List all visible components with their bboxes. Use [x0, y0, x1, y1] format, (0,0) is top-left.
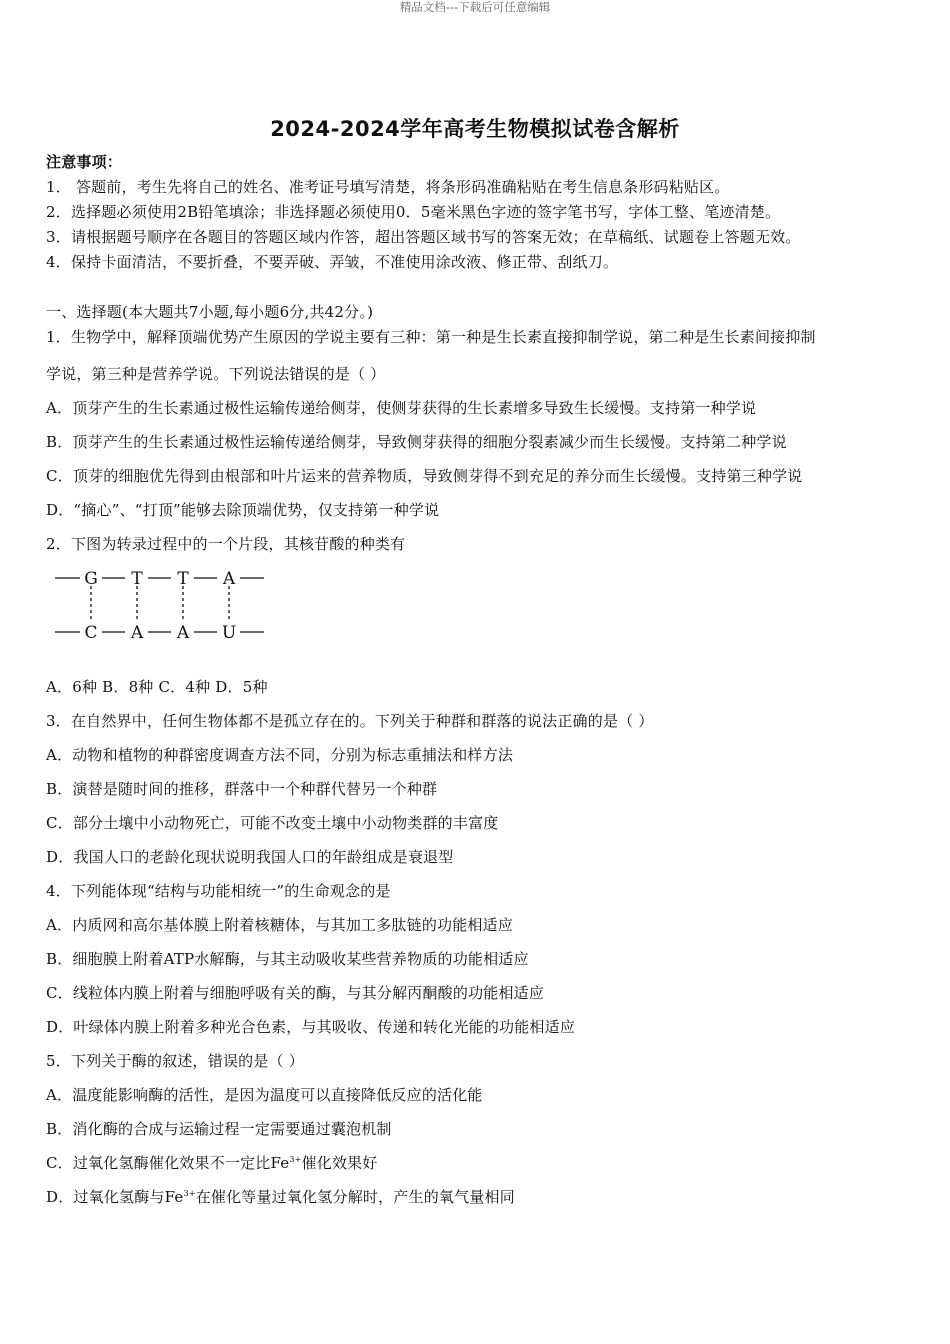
- q1-option-a: A．顶芽产生的生长素通过极性运输传递给侧芽，使侧芽获得的生长素增多导致生长缓慢。支持第一种学说: [46, 399, 757, 417]
- q5-option-c-superscript: 3+: [289, 1155, 302, 1164]
- q5-option-c: [46, 1153, 378, 1173]
- notice-item: 1． 答题前，考生先将自己的姓名、准考证号填写清楚，将条形码准确粘贴在考生信息条形码粘贴区。: [46, 178, 730, 196]
- q5-option-a: A．温度能影响酶的活性，是因为温度可以直接降低反应的活化能: [46, 1086, 483, 1104]
- q1-stem: 学说，第三种是营养学说。下列说法错误的是（ ）: [46, 365, 386, 383]
- q5-option-d: [46, 1187, 515, 1207]
- q5-option-d-superscript: 3+: [183, 1189, 196, 1198]
- base-bottom-4: U: [221, 623, 237, 643]
- q5-option-c-text: C．过氧化氢酶催化效果不一定比Fe: [46, 1154, 290, 1172]
- q4-option-c: C．线粒体内膜上附着与细胞呼吸有关的酶，与其分解丙酮酸的功能相适应: [46, 984, 545, 1002]
- q3-option-a: A．动物和植物的种群密度调查方法不同，分别为标志重捕法和样方法: [46, 746, 514, 764]
- q1-option-b: B．顶芽产生的生长素通过极性运输传递给侧芽，导致侧芽获得的细胞分裂素减少而生长缓慢。支持第二种学说: [46, 433, 787, 451]
- q4-stem: 4．下列能体现“结构与功能相统一”的生命观念的是: [46, 882, 391, 900]
- base-top-1: G: [84, 569, 98, 589]
- q3-option-c: C．部分土壤中小动物死亡，可能不改变土壤中小动物类群的丰富度: [46, 814, 499, 832]
- q4-option-d: D．叶绿体内膜上附着多种光合色素，与其吸收、传递和转化光能的功能相适应: [46, 1018, 576, 1036]
- q4-option-b: B．细胞膜上附着ATP水解酶，与其主动吸收某些营养物质的功能相适应: [46, 950, 529, 968]
- base-bottom-2: A: [130, 623, 144, 643]
- base-top-4: A: [222, 569, 236, 589]
- q3-option-d: D．我国人口的老龄化现状说明我国人口的年龄组成是衰退型: [46, 848, 454, 866]
- q3-option-b: B．演替是随时间的推移，群落中一个种群代替另一个种群: [46, 780, 438, 798]
- q5-option-d-text: D．过氧化氢酶与Fe: [46, 1188, 184, 1206]
- notice-item: 3．请根据题号顺序在各题目的答题区域内作答，超出答题区域书写的答案无效；在草稿纸、试题卷上答题无效。: [46, 228, 801, 246]
- q1-stem: 1．生物学中，解释顶端优势产生原因的学说主要有三种：第一种是生长素直接抑制学说，第二种是生长素间接抑制: [46, 328, 816, 346]
- q5-option-d-text-end: 在催化等量过氧化氢分解时，产生的氧气量相同: [195, 1188, 515, 1206]
- q5-option-b: B．消化酶的合成与运输过程一定需要通过囊泡机制: [46, 1120, 392, 1138]
- q3-stem: 3．在自然界中，任何生物体都不是孤立存在的。下列关于种群和群落的说法正确的是（ ）: [46, 712, 654, 730]
- transcription-diagram: [50, 562, 280, 648]
- notice-item: 2．选择题必须使用2B铅笔填涂；非选择题必须使用0．5毫米黑色字迹的签字笔书写，字体工整、笔迹清楚。: [46, 203, 781, 221]
- q5-option-c-text-end: 催化效果好: [301, 1154, 378, 1172]
- q1-option-c: C．顶芽的细胞优先得到由根部和叶片运来的营养物质，导致侧芽得不到充足的养分而生长缓慢。支持第三种学说: [46, 467, 803, 485]
- q2-options: A．6种 B．8种 C．4种 D．5种: [46, 678, 268, 696]
- header-note: 精品文档---下载后可任意编辑: [399, 0, 551, 14]
- base-top-2: T: [131, 569, 143, 589]
- q2-stem: 2．下图为转录过程中的一个片段，其核苷酸的种类有: [46, 535, 406, 553]
- q4-option-a: A．内质网和高尔基体膜上附着核糖体，与其加工多肽链的功能相适应: [46, 916, 514, 934]
- page-title: 2024-2024学年高考生物模拟试卷含解析: [270, 117, 680, 141]
- notice-heading: 注意事项：: [46, 153, 123, 171]
- q1-option-d: D．“摘心”、“打顶”能够去除顶端优势，仅支持第一种学说: [46, 501, 440, 519]
- notice-item: 4．保持卡面清洁，不要折叠，不要弄破、弄皱，不准使用涂改液、修正带、刮纸刀。: [46, 253, 619, 271]
- section-heading: 一、选择题(本大题共7小题,每小题6分,共42分。): [46, 303, 374, 321]
- base-bottom-3: A: [176, 623, 190, 643]
- q5-stem: 5．下列关于酶的叙述，错误的是（ ）: [46, 1052, 304, 1070]
- base-top-3: T: [177, 569, 189, 589]
- base-bottom-1: C: [84, 623, 98, 643]
